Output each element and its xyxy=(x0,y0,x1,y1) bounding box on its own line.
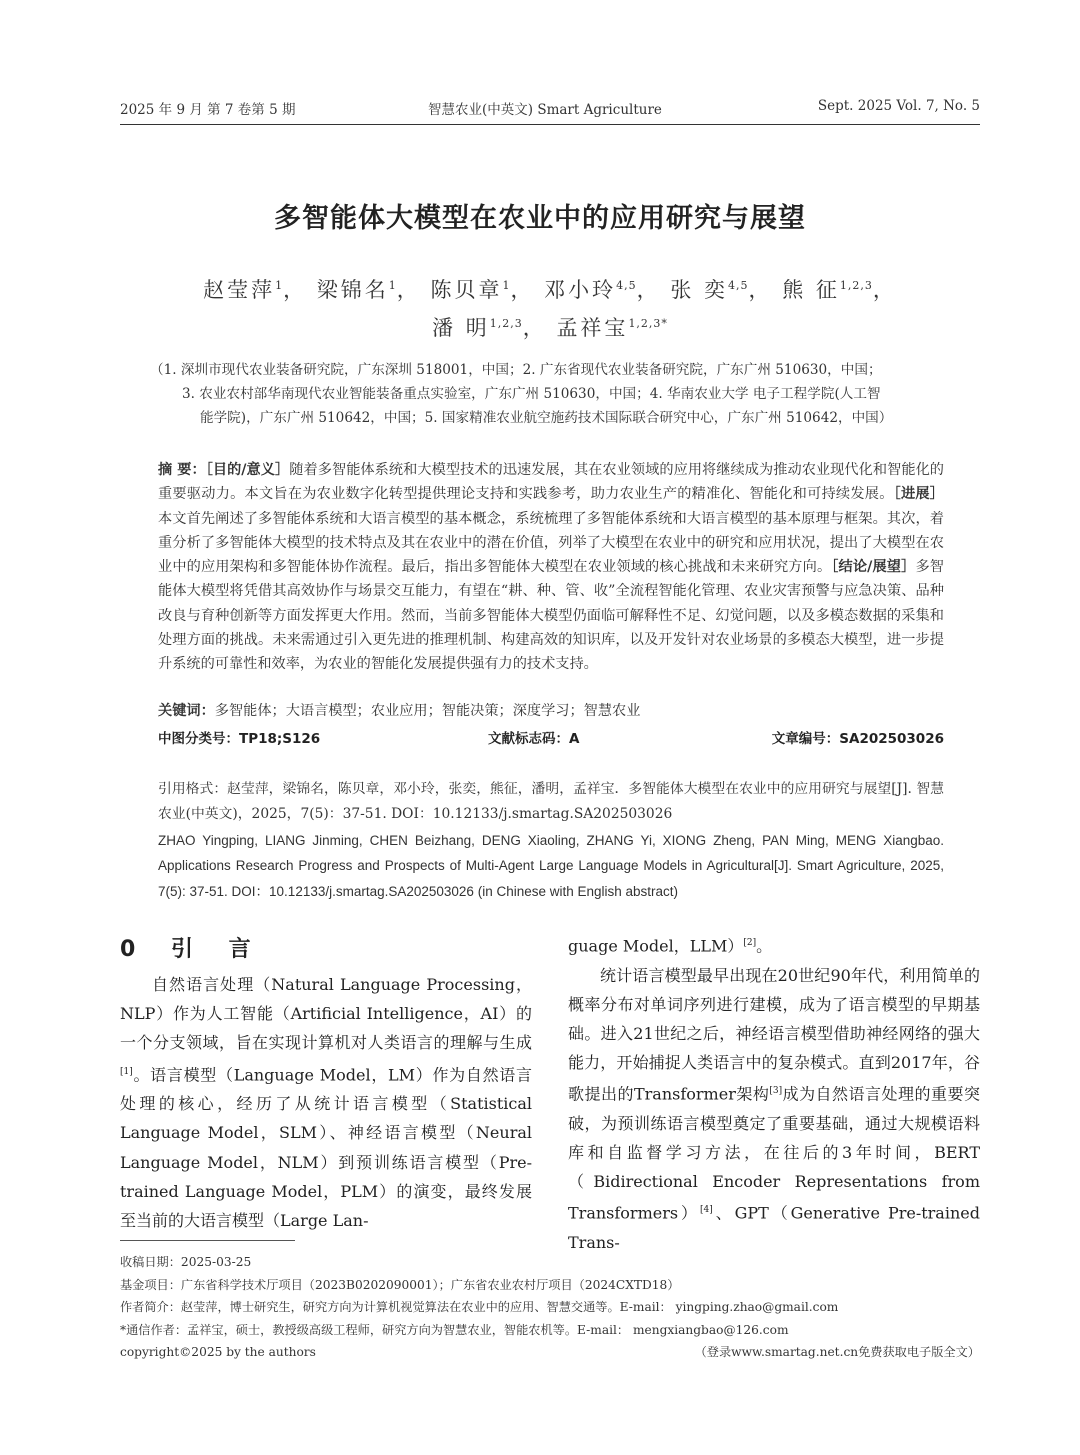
paragraph-text: 。语言模型（Language Model，LM）作为自然语言处理的核心，经历了从统计语言模型（Statistical Language Model，SLM）、神经语言模型（Neural Language Model，NLM）到预训练语言模型（Pre-trained Language Model，PLM）的演变，最终发展至当前的大语言模型（Large Lan- xyxy=(120,1064,532,1230)
author-sep: ， xyxy=(748,278,773,302)
paragraph-text: 。 xyxy=(756,936,773,956)
footnote-rule xyxy=(120,1240,295,1241)
body-column-right xyxy=(568,929,980,1257)
author-name: 邓小玲 xyxy=(544,278,617,302)
keywords-label: 关键词： xyxy=(158,703,215,719)
document-code: 文献标志码：A xyxy=(488,731,580,747)
paragraph-continued xyxy=(568,929,980,961)
header-issue-zh: 2025 年 9 月 第 7 卷第 5 期 xyxy=(120,102,296,118)
reference-mark[interactable]: [4] xyxy=(699,1205,713,1216)
author-sep: ， xyxy=(522,316,547,340)
author-name: 熊 征 xyxy=(782,278,840,302)
affiliation-line: 能学院)，广东广州 510642，中国；5. 国家精准农业航空施药技术国际联合研究中心，广东广州 510642，中国） xyxy=(200,410,893,426)
abstract xyxy=(158,458,944,677)
footnote-corresponding: *通信作者：孟祥宝，硕士，教授级高级工程师，研究方向为智慧农业，智能农机等。E-mail： mengxiangbao@126.com xyxy=(120,1322,789,1337)
author-affil-sup: 1 xyxy=(275,279,284,292)
paragraph xyxy=(120,970,532,1235)
running-header xyxy=(120,98,980,122)
paragraph-text: 、GPT（Generative Pre-trained Trans- xyxy=(568,1203,980,1253)
author-affil-sup: 4,5 xyxy=(728,279,749,292)
author-sep: ， xyxy=(636,278,661,302)
citation-en: ZHAO Yingping, LIANG Jinming, CHEN Beizhang, DENG Xiaoling, ZHANG Yi, XIONG Zheng, PAN Ming, MENG Xiangbao. Applications Research Progress and Prospects of Multi-Agent Large Language Models in Agricultural[J]. Smart Agriculture, 2025, 7(5): 37-51. DOI：10.12133/j.smartag.SA202503026 (in Chinese with English abstract) xyxy=(158,832,944,899)
footnote-copyright-row xyxy=(120,1341,980,1364)
affiliation-line: 3. 农业农村部华南现代农业智能装备重点实验室，广东广州 510630，中国；4. 华南农业大学 电子工程学院(人工智 xyxy=(182,386,881,402)
footnote-copyright: copyright©2025 by the authors xyxy=(120,1345,316,1359)
header-issue-en: Sept. 2025 Vol. 7, No. 5 xyxy=(817,98,980,114)
author-affil-sup: 1,2,3 xyxy=(839,279,873,292)
author-sep: ， xyxy=(510,278,535,302)
author-line-1 xyxy=(120,274,980,304)
abstract-progress-label: ［进展］ xyxy=(893,486,944,503)
section-heading: 0 引 言 xyxy=(120,937,265,962)
affiliations xyxy=(150,358,960,430)
paragraph-text: 统计语言模型最早出现在20世纪90年代，利用简单的概率分布对单词序列进行建模，成为了语言模型的早期基础。进入21世纪之后，神经语言模型借助神经网络的强大能力，开始捕捉人类语言中的复杂模式。直到2017年，谷歌提出的Transformer架构 xyxy=(568,965,980,1104)
author-sep: ， xyxy=(396,278,421,302)
paper-title: 多智能体大模型在农业中的应用研究与展望 xyxy=(274,203,806,234)
footnote-download-link[interactable]: （登录www.smartag.net.cn免费获取电子版全文） xyxy=(694,1345,980,1359)
reference-mark[interactable]: [1] xyxy=(120,1066,133,1077)
author-name: 孟祥宝 xyxy=(556,316,629,340)
footnote-received: 收稿日期：2025-03-25 xyxy=(120,1255,252,1269)
author-sep: ， xyxy=(283,278,308,302)
author-affil-sup: 1 xyxy=(388,279,397,292)
clc-number: 中图分类号：TP18;S126 xyxy=(158,731,321,747)
author-affil-sup: 4,5 xyxy=(616,279,637,292)
author-name: 赵莹萍 xyxy=(203,278,276,302)
footnotes xyxy=(120,1251,980,1364)
paragraph-text: 成为自然语言处理的重要突破，为预训练语言模型奠定了重要基础，通过大规模语料库和自监督学习方法，在往后的3年时间，BERT（Bidirectional Encoder Representations from Transformers） xyxy=(568,1084,980,1223)
author-affil-sup: 1,2,3 xyxy=(489,317,523,330)
body-column-left xyxy=(120,970,532,1235)
author-name: 潘 明 xyxy=(432,316,490,340)
affiliation-line: （1. 深圳市现代农业装备研究院，广东深圳 518001，中国；2. 广东省现代农业装备研究院，广东广州 510630，中国； xyxy=(150,362,882,378)
author-affil-sup: 1 xyxy=(502,279,511,292)
abstract-purpose-label: ［目的/意义］ xyxy=(205,462,290,478)
paragraph-text: guage Model，LLM） xyxy=(568,936,744,956)
paragraph-text: 自然语言处理（Natural Language Processing，NLP）作为人工智能（Artificial Intelligence，AI）的一个分支领域，旨在实现计算机对人类语言的理解与生成 xyxy=(120,975,532,1053)
abstract-conclusion-text: 多智能体大模型将凭借其高效协作与场景交互能力，有望在“耕、种、管、收”全流程智能化管理、农业灾害预警与应急决策、品种改良与育种创新等方面发挥更大作用。然而，当前多智能体大模型仍面临可解释性不足、幻觉问题，以及多模态数据的采集和处理方面的挑战。未来需通过引入更先进的推理机制、构建高效的知识库，以及开发针对农业场景的多模态大模型，进一步提升系统的可靠性和效率，为农业的智能化发展提供强有力的技术支持。 xyxy=(158,559,944,673)
author-name: 张 奕 xyxy=(670,278,729,302)
abstract-label: 摘 要： xyxy=(158,462,206,478)
abstract-conclusion-label: ［结论/展望］ xyxy=(831,559,916,576)
reference-mark[interactable]: [2] xyxy=(743,938,757,948)
reference-mark[interactable]: [3] xyxy=(769,1086,783,1097)
abstract-purpose-text: 随着多智能体系统和大模型技术的迅速发展，其在农业领域的应用将继续成为推动农业现代化和智能化的重要驱动力。本文旨在为农业数字化转型提供理论支持和实践参考，助力农业生产的精准化、智能化和可持续发展。 xyxy=(158,462,944,503)
author-name: 陈贝章 xyxy=(430,278,503,302)
citation-block xyxy=(158,777,944,904)
abstract-progress-text: 本文首先阐述了多智能体系统和大语言模型的基本概念，系统梳理了多智能体系统和大语言模型的基本原理与框架。其次，着重分析了多智能体大模型的技术特点及其在农业中的潜在价值，列举了大模型在农业中的研究和应用状况，提出了大模型在农业中的应用架构和多智能体协作流程。最后，指出多智能体大模型在农业领域的核心挑战和未来研究方向。 xyxy=(158,510,944,576)
keywords-text: 多智能体；大语言模型；农业应用；智能决策；深度学习；智慧农业 xyxy=(214,703,641,719)
paragraph xyxy=(568,961,980,1258)
header-journal-name: 智慧农业(中英文) Smart Agriculture xyxy=(428,102,662,118)
author-affil-sup: 1,2,3* xyxy=(628,317,668,330)
author-sep: ， xyxy=(872,278,897,302)
footnote-author: 作者简介：赵莹萍，博士研究生，研究方向为计算机视觉算法在农业中的应用、智慧交通等。E-mail： yingping.zhao@gmail.com xyxy=(120,1300,839,1314)
keywords xyxy=(158,700,944,720)
header-rule xyxy=(120,124,980,125)
citation-zh: 引用格式：赵莹萍，梁锦名，陈贝章，邓小玲，张奕，熊征，潘明，孟祥宝．多智能体大模型在农业中的应用研究与展望[J]. 智慧农业(中英文)，2025，7(5)：37-51. DOI：10.12133/j.smartag.SA202503026 xyxy=(158,781,944,823)
author-line-2 xyxy=(120,312,980,342)
footnote-funding: 基金项目：广东省科学技术厅项目（2023B0202090001）；广东省农业农村厅项目（2024CXTD18） xyxy=(120,1277,680,1292)
author-name: 梁锦名 xyxy=(316,278,389,302)
article-number: 文章编号：SA202503026 xyxy=(771,731,944,747)
